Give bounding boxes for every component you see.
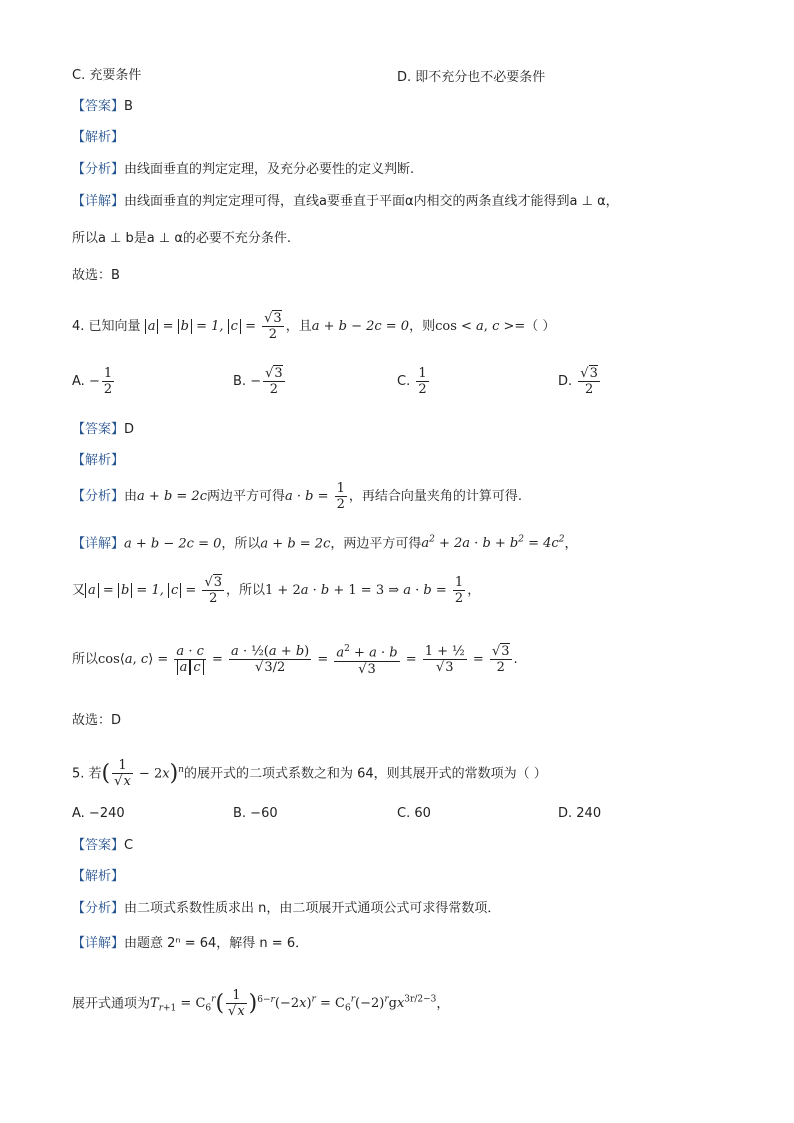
- q4-answer-line: [72, 420, 134, 440]
- q4-stem-prefix: 4. 已知向量: [72, 319, 141, 334]
- option-label: A.: [72, 374, 85, 389]
- q5-answer-line: [72, 836, 133, 856]
- q5-stem: 5. 若( $\frac{1}{√x}$ − 2x)$^n$的展开式的二项式系数之和为 64，则其展开式的常数项为（ ）: [72, 758, 547, 790]
- answer-value: B: [124, 99, 133, 114]
- q5-general-term: 展开式通项为$T_{r+1} = C_6^r$( $\frac{1}{√x}$ )$^{6-r}(-2x)^r = C_6^r(-2)^rgx^{3r/2-3}$，: [72, 988, 450, 1020]
- q5-stem-prefix: 5. 若: [72, 766, 102, 782]
- q5-stem-suffix: 的展开式的二项式系数之和为 64，则其展开式的常数项为（ ）: [183, 766, 547, 782]
- q4-paren: （ ）: [525, 319, 556, 334]
- xiangjie-tag: 【详解】: [72, 536, 125, 552]
- q5-option-b: B. −60: [233, 806, 278, 821]
- q3-option-c: C. 充要条件: [72, 68, 142, 83]
- fenxi-part-c: ，再结合向量夹角的计算可得.: [348, 489, 523, 504]
- xiangjie-text: 由线面垂直的判定定理可得，直线a要垂直于平面α内相交的两条直线才能得到a ⊥ α，: [124, 194, 619, 209]
- q5-fenxi: [72, 899, 500, 919]
- fenxi-text: 由二项式系数性质求出 n，由二项展开式通项公式可求得常数项．: [124, 901, 501, 916]
- term-prefix: 展开式通项为: [72, 996, 151, 1012]
- option-label: D.: [558, 374, 573, 389]
- q4-xiangjie-1: 【详解】a + b − 2c = 0，所以a + b = 2c，两边平方可得$a^2 + 2a \cdot b + b^2 = 4c^2$，: [72, 535, 578, 552]
- fenxi-part-a: 由: [124, 489, 138, 504]
- q4-stem-suffix: ，则: [409, 319, 436, 334]
- q5-option-a: A. −240: [72, 806, 125, 821]
- x2-prefix: 又: [72, 583, 86, 598]
- q4-analysis-tag: 【解析】: [72, 453, 125, 468]
- fenxi-tag: 【分析】: [72, 162, 125, 177]
- option-label: B.: [233, 374, 247, 389]
- x3-prefix: 所以: [72, 652, 99, 667]
- q4-vector-eq: a + b − 2c = 0: [311, 319, 410, 334]
- answer-tag: 【答案】: [72, 838, 125, 853]
- answer-tag: 【答案】: [72, 422, 125, 437]
- fenxi-tag: 【分析】: [72, 901, 125, 916]
- answer-value: C: [124, 838, 134, 853]
- q4-conclusion: 故选：D: [72, 713, 122, 728]
- q3-answer-line: [72, 97, 133, 117]
- q4-xiangjie-3: 所以cos⟨a, c⟩ = $\frac{a \cdot c}{\text{a c}}$ = $\frac{\text{a · ½(a + b)}}{√3/2}$ = $\frac{a^2 + a \cdot b}{√3}$ = $\frac{\text{1 + ½}}{√3}$ = $\frac{√3}{2}$ .: [72, 644, 518, 677]
- q4-option-d: D. $\frac{√3}{2}$: [558, 366, 598, 397]
- q4-option-a: A. − $\frac{1}{2}$: [72, 366, 113, 397]
- q3-xiangjie-2: 所以a ⊥ b是a ⊥ α的必要不充分条件.: [72, 231, 292, 246]
- q4-option-c: C. $\frac{1}{2}$: [397, 366, 427, 397]
- q4-cos-expr: cos < a, c >=: [435, 319, 526, 334]
- fenxi-part-b: 两边平方可得: [206, 489, 285, 504]
- q3-option-d: D. 即不充分也不必要条件: [397, 70, 546, 85]
- q3-xiangjie: [72, 192, 619, 212]
- x1-part-a: ，所以: [221, 536, 261, 552]
- q4-magnitudes: a = b = 1, c =: [145, 319, 260, 334]
- q3-conclusion: 故选：B: [72, 268, 120, 283]
- xiangjie-text: 由题意 2ⁿ = 64，解得 n = 6．: [124, 936, 309, 951]
- answer-value: D: [124, 422, 135, 437]
- xiangjie-tag: 【详解】: [72, 194, 125, 209]
- frac-sqrt3-over-2: $\frac{√3}{2}$: [264, 311, 282, 342]
- q5-analysis-tag: 【解析】: [72, 869, 125, 884]
- x2-mid: ，所以: [226, 583, 266, 598]
- q4-fenxi: 【分析】由a + b = 2c两边平方可得a · b = $\frac{1}{2}$ ，再结合向量夹角的计算可得.: [72, 481, 523, 512]
- q4-stem-mid: ，且: [285, 319, 312, 334]
- x1-part-b: ，两边平方可得: [330, 536, 422, 552]
- q3-analysis-tag: 【解析】: [72, 130, 125, 145]
- q4-xiangjie-2: 又 a = b = 1, c = $\frac{√3}{2}$ ，所以1 + 2a · b + 1 = 3 ⇒ a · b = $\frac{1}{2}$ ，: [72, 575, 481, 606]
- q4-option-b: B. − $\frac{√3}{2}$: [233, 366, 283, 397]
- q5-option-d: D. 240: [558, 806, 602, 821]
- answer-tag: 【答案】: [72, 99, 125, 114]
- q4-stem: [72, 310, 555, 344]
- xiangjie-tag: 【详解】: [72, 936, 125, 951]
- option-label: C.: [397, 374, 411, 389]
- q5-xiangjie: [72, 934, 308, 954]
- fenxi-text: 由线面垂直的判定定理，及充分必要性的定义判断.: [124, 162, 415, 177]
- q5-option-c: C. 60: [397, 806, 431, 821]
- fenxi-tag: 【分析】: [72, 489, 125, 504]
- q3-fenxi: [72, 160, 414, 180]
